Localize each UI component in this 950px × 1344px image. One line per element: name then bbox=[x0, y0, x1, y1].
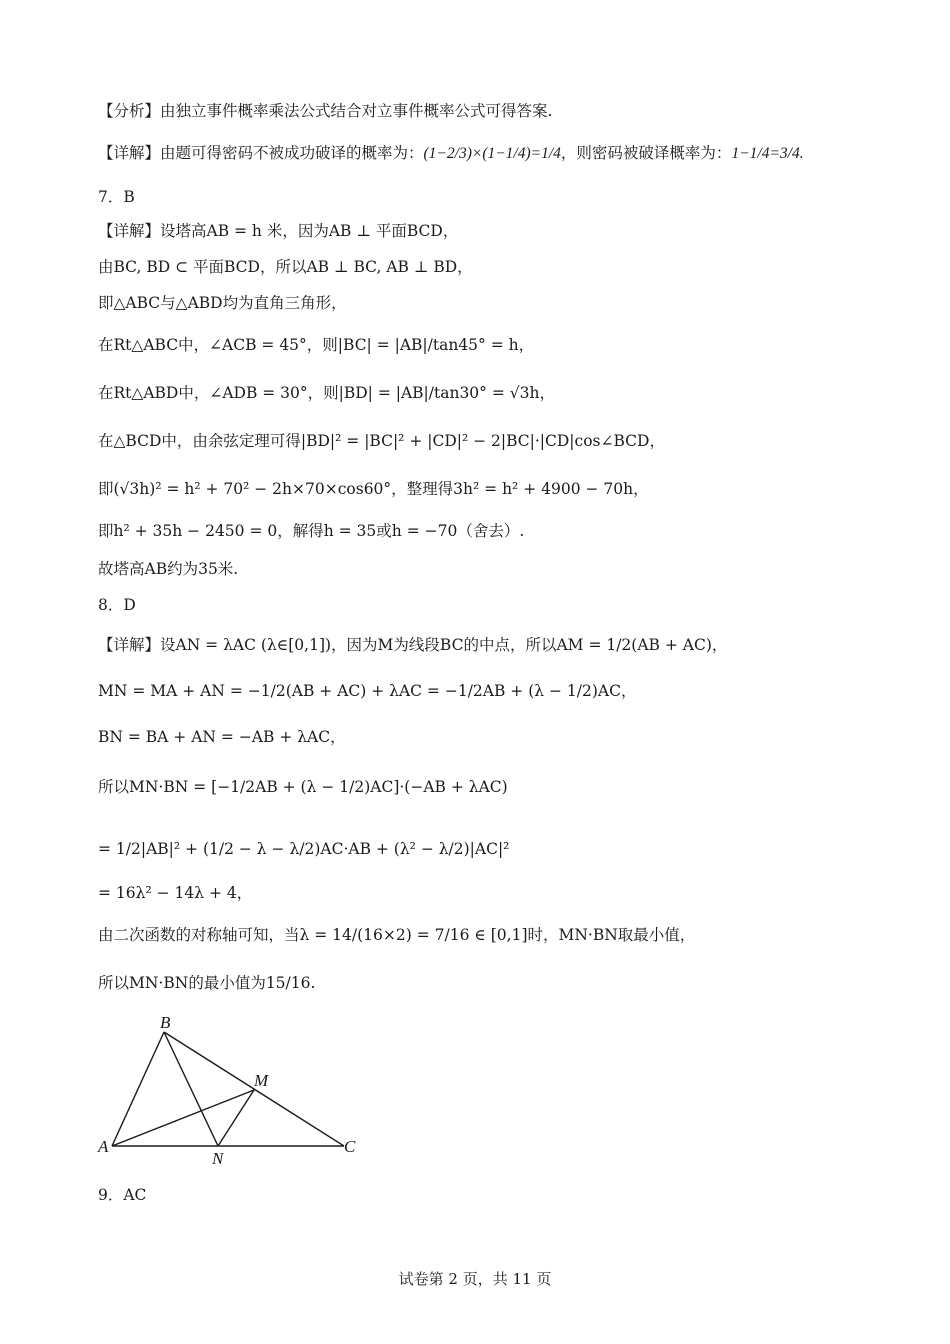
q9-answer: 9．AC bbox=[98, 1186, 147, 1204]
q7-line-8: 即h² + 35h − 2450 = 0，解得h = 35或h = −70（舍去）. bbox=[98, 522, 525, 540]
q7-line-3: 即△ABC与△ABD均为直角三角形， bbox=[98, 294, 347, 312]
q8-line-6: = 16λ² − 14λ + 4， bbox=[98, 884, 253, 902]
q8-line-2: MN = MA + AN = −1/2(AB + AC) + λAC = −1/2AB + (λ − 1/2)AC， bbox=[98, 682, 637, 700]
q8-line-5: = 1/2|AB|² + (1/2 − λ − λ/2)AC·AB + (λ² − λ/2)|AC|² bbox=[98, 840, 510, 858]
q6-analysis: 【分析】由独立事件概率乘法公式结合对立事件概率公式可得答案. bbox=[98, 102, 553, 120]
label-a: A bbox=[98, 1137, 109, 1156]
q8-answer: 8．D bbox=[98, 596, 136, 614]
q8-line-8: 所以MN·BN的最小值为15/16. bbox=[98, 974, 316, 992]
q7-line-7: 即(√3h)² = h² + 70² − 2h×70×cos60°，整理得3h² = h² + 4900 − 70h， bbox=[98, 480, 649, 498]
label-c: C bbox=[344, 1137, 356, 1156]
q8-line-4: 所以MN·BN = [−1/2AB + (λ − 1/2)AC]·(−AB + λAC) bbox=[98, 778, 508, 796]
q8-line-7: 由二次函数的对称轴可知，当λ = 14/(16×2) = 7/16 ∈ [0,1]时，MN·BN取最小值， bbox=[98, 926, 696, 944]
q7-line-1: 【详解】设塔高AB = h 米，因为AB ⊥ 平面BCD， bbox=[98, 222, 459, 240]
triangle-figure bbox=[90, 1010, 380, 1170]
q7-line-6: 在△BCD中，由余弦定理可得|BD|² = |BC|² + |CD|² − 2|BC|·|CD|cos∠BCD， bbox=[98, 432, 665, 450]
q6-detail: 【详解】由题可得密码不被成功破译的概率为：(1−2/3)×(1−1/4)=1/4，则密码被破译概率为：1−1/4=3/4. bbox=[98, 144, 804, 162]
q8-line-3: BN = BA + AN = −AB + λAC， bbox=[98, 728, 346, 746]
q7-line-4: 在Rt△ABC中，∠ACB = 45°，则|BC| = |AB|/tan45° = h， bbox=[98, 336, 535, 354]
q7-answer: 7．B bbox=[98, 188, 135, 206]
page-footer: 试卷第 2 页，共 11 页 bbox=[398, 1270, 552, 1288]
q7-line-2: 由BC, BD ⊂ 平面BCD，所以AB ⊥ BC, AB ⊥ BD， bbox=[98, 258, 473, 276]
label-b: B bbox=[160, 1013, 171, 1032]
segment-mn bbox=[218, 1090, 254, 1146]
q8-line-1: 【详解】设AN = λAC (λ∈[0,1])，因为M为线段BC的中点，所以AM = 1/2(AB + AC)， bbox=[98, 636, 728, 654]
label-n: N bbox=[212, 1149, 224, 1168]
q7-line-5: 在Rt△ABD中，∠ADB = 30°，则|BD| = |AB|/tan30° = √3h， bbox=[98, 384, 555, 402]
label-m: M bbox=[254, 1071, 269, 1090]
q7-line-9: 故塔高AB约为35米. bbox=[98, 560, 239, 578]
